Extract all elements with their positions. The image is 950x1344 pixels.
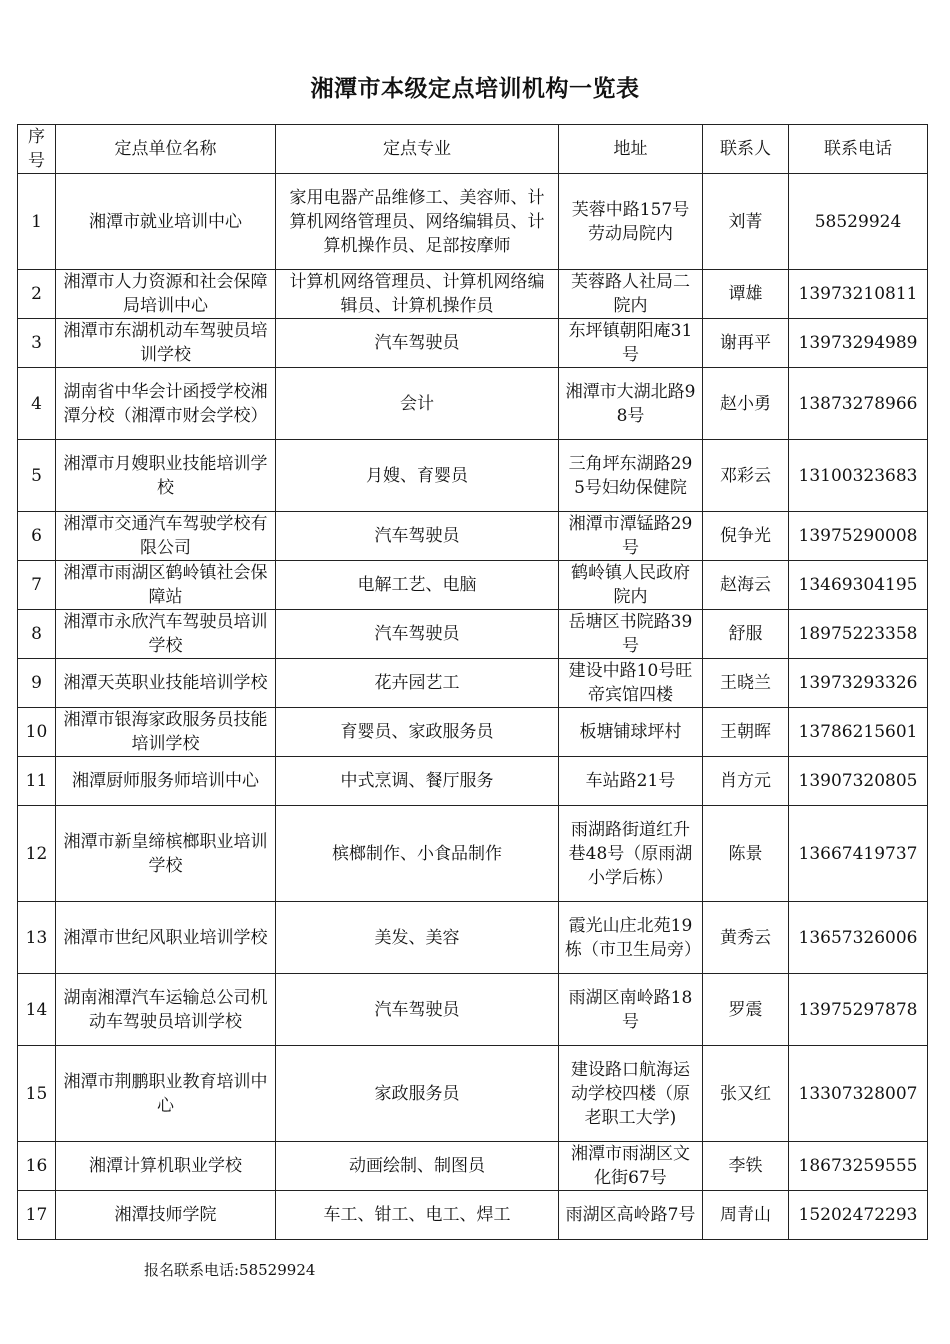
cell-unit-name: 湘潭市荆鹏职业教育培训中心 bbox=[56, 1046, 276, 1142]
cell-serial-no: 4 bbox=[18, 368, 56, 440]
cell-contact: 李铁 bbox=[703, 1142, 789, 1191]
table-row bbox=[18, 319, 928, 368]
cell-address: 建设路口航海运动学校四楼（原老职工大学) bbox=[559, 1046, 703, 1142]
table-row bbox=[18, 1142, 928, 1191]
cell-unit-name: 湘潭技师学院 bbox=[56, 1191, 276, 1240]
cell-unit-name: 湖南湘潭汽车运输总公司机动车驾驶员培训学校 bbox=[56, 974, 276, 1046]
cell-unit-name: 湘潭市银海家政服务员技能培训学校 bbox=[56, 708, 276, 757]
training-institutions-table bbox=[17, 124, 928, 1240]
cell-address: 雨湖区南岭路18号 bbox=[559, 974, 703, 1046]
cell-serial-no: 6 bbox=[18, 512, 56, 561]
header-phone: 联系电话 bbox=[789, 125, 928, 174]
cell-unit-name: 湘潭厨师服务师培训中心 bbox=[56, 757, 276, 806]
cell-address: 芙蓉路人社局二院内 bbox=[559, 270, 703, 319]
cell-unit-name: 湘潭市东湖机动车驾驶员培训学校 bbox=[56, 319, 276, 368]
cell-contact: 周青山 bbox=[703, 1191, 789, 1240]
cell-unit-name: 湘潭市人力资源和社会保障局培训中心 bbox=[56, 270, 276, 319]
cell-serial-no: 9 bbox=[18, 659, 56, 708]
cell-address: 东坪镇朝阳庵31号 bbox=[559, 319, 703, 368]
table-row bbox=[18, 659, 928, 708]
cell-major: 汽车驾驶员 bbox=[276, 974, 559, 1046]
cell-address: 建设中路10号旺帝宾馆四楼 bbox=[559, 659, 703, 708]
header-contact: 联系人 bbox=[703, 125, 789, 174]
table-row bbox=[18, 757, 928, 806]
cell-major: 车工、钳工、电工、焊工 bbox=[276, 1191, 559, 1240]
cell-phone: 15202472293 bbox=[789, 1191, 928, 1240]
table-row bbox=[18, 174, 928, 270]
cell-major: 槟榔制作、小食品制作 bbox=[276, 806, 559, 902]
cell-serial-no: 17 bbox=[18, 1191, 56, 1240]
cell-contact: 谢再平 bbox=[703, 319, 789, 368]
cell-phone: 18975223358 bbox=[789, 610, 928, 659]
cell-address: 芙蓉中路157号劳动局院内 bbox=[559, 174, 703, 270]
cell-serial-no: 1 bbox=[18, 174, 56, 270]
cell-major: 汽车驾驶员 bbox=[276, 512, 559, 561]
table-row bbox=[18, 974, 928, 1046]
header-unit-name: 定点单位名称 bbox=[56, 125, 276, 174]
cell-address: 湘潭市雨湖区文化街67号 bbox=[559, 1142, 703, 1191]
cell-major: 月嫂、育婴员 bbox=[276, 440, 559, 512]
table-row bbox=[18, 902, 928, 974]
table-row bbox=[18, 440, 928, 512]
header-address: 地址 bbox=[559, 125, 703, 174]
cell-major: 会计 bbox=[276, 368, 559, 440]
cell-major: 汽车驾驶员 bbox=[276, 610, 559, 659]
cell-address: 车站路21号 bbox=[559, 757, 703, 806]
header-serial-no: 序号 bbox=[18, 125, 56, 174]
table-row bbox=[18, 561, 928, 610]
cell-unit-name: 湘潭市永欣汽车驾驶员培训学校 bbox=[56, 610, 276, 659]
cell-contact: 王朝晖 bbox=[703, 708, 789, 757]
cell-major: 中式烹调、餐厅服务 bbox=[276, 757, 559, 806]
cell-phone: 13873278966 bbox=[789, 368, 928, 440]
cell-major: 育婴员、家政服务员 bbox=[276, 708, 559, 757]
cell-phone: 13975297878 bbox=[789, 974, 928, 1046]
cell-major: 汽车驾驶员 bbox=[276, 319, 559, 368]
cell-phone: 58529924 bbox=[789, 174, 928, 270]
cell-contact: 王晓兰 bbox=[703, 659, 789, 708]
footer-registration-phone: 报名联系电话:58529924 bbox=[144, 1261, 316, 1279]
cell-unit-name: 湘潭市就业培训中心 bbox=[56, 174, 276, 270]
cell-phone: 13973294989 bbox=[789, 319, 928, 368]
cell-address: 湘潭市大湖北路98号 bbox=[559, 368, 703, 440]
cell-unit-name: 湘潭市交通汽车驾驶学校有限公司 bbox=[56, 512, 276, 561]
cell-unit-name: 湘潭市雨湖区鹤岭镇社会保障站 bbox=[56, 561, 276, 610]
cell-address: 雨湖路街道红升巷48号（原雨湖小学后栋） bbox=[559, 806, 703, 902]
table-row bbox=[18, 610, 928, 659]
table-row bbox=[18, 368, 928, 440]
cell-contact: 舒服 bbox=[703, 610, 789, 659]
cell-phone: 13307328007 bbox=[789, 1046, 928, 1142]
cell-unit-name: 湘潭天英职业技能培训学校 bbox=[56, 659, 276, 708]
cell-phone: 13973210811 bbox=[789, 270, 928, 319]
cell-unit-name: 湘潭市世纪风职业培训学校 bbox=[56, 902, 276, 974]
cell-serial-no: 7 bbox=[18, 561, 56, 610]
cell-phone: 13786215601 bbox=[789, 708, 928, 757]
cell-serial-no: 2 bbox=[18, 270, 56, 319]
cell-unit-name: 湖南省中华会计函授学校湘潭分校（湘潭市财会学校） bbox=[56, 368, 276, 440]
cell-contact: 谭雄 bbox=[703, 270, 789, 319]
cell-contact: 刘菁 bbox=[703, 174, 789, 270]
cell-contact: 赵小勇 bbox=[703, 368, 789, 440]
cell-unit-name: 湘潭市月嫂职业技能培训学校 bbox=[56, 440, 276, 512]
cell-phone: 13667419737 bbox=[789, 806, 928, 902]
cell-unit-name: 湘潭计算机职业学校 bbox=[56, 1142, 276, 1191]
table-row bbox=[18, 270, 928, 319]
cell-major: 花卉园艺工 bbox=[276, 659, 559, 708]
cell-serial-no: 16 bbox=[18, 1142, 56, 1191]
table-row bbox=[18, 1046, 928, 1142]
cell-phone: 13973293326 bbox=[789, 659, 928, 708]
cell-phone: 13907320805 bbox=[789, 757, 928, 806]
page-title: 湘潭市本级定点培训机构一览表 bbox=[310, 76, 640, 102]
table-row bbox=[18, 806, 928, 902]
cell-phone: 13100323683 bbox=[789, 440, 928, 512]
cell-serial-no: 3 bbox=[18, 319, 56, 368]
cell-phone: 13469304195 bbox=[789, 561, 928, 610]
cell-contact: 赵海云 bbox=[703, 561, 789, 610]
cell-major: 动画绘制、制图员 bbox=[276, 1142, 559, 1191]
cell-address: 板塘铺球坪村 bbox=[559, 708, 703, 757]
header-major: 定点专业 bbox=[276, 125, 559, 174]
cell-contact: 黄秀云 bbox=[703, 902, 789, 974]
cell-address: 鹤岭镇人民政府院内 bbox=[559, 561, 703, 610]
cell-serial-no: 14 bbox=[18, 974, 56, 1046]
cell-serial-no: 15 bbox=[18, 1046, 56, 1142]
cell-contact: 邓彩云 bbox=[703, 440, 789, 512]
cell-contact: 罗震 bbox=[703, 974, 789, 1046]
cell-contact: 倪争光 bbox=[703, 512, 789, 561]
cell-unit-name: 湘潭市新皇缔槟榔职业培训学校 bbox=[56, 806, 276, 902]
cell-address: 岳塘区书院路39号 bbox=[559, 610, 703, 659]
cell-serial-no: 8 bbox=[18, 610, 56, 659]
cell-serial-no: 11 bbox=[18, 757, 56, 806]
cell-address: 湘潭市潭锰路29号 bbox=[559, 512, 703, 561]
cell-serial-no: 10 bbox=[18, 708, 56, 757]
cell-address: 霞光山庄北苑19栋（市卫生局旁） bbox=[559, 902, 703, 974]
cell-address: 雨湖区高岭路7号 bbox=[559, 1191, 703, 1240]
cell-major: 美发、美容 bbox=[276, 902, 559, 974]
cell-address: 三角坪东湖路295号妇幼保健院 bbox=[559, 440, 703, 512]
cell-phone: 13975290008 bbox=[789, 512, 928, 561]
table-row bbox=[18, 708, 928, 757]
cell-major: 电解工艺、电脑 bbox=[276, 561, 559, 610]
cell-major: 家政服务员 bbox=[276, 1046, 559, 1142]
cell-contact: 肖方元 bbox=[703, 757, 789, 806]
cell-major: 计算机网络管理员、计算机网络编辑员、计算机操作员 bbox=[276, 270, 559, 319]
cell-contact: 陈景 bbox=[703, 806, 789, 902]
cell-contact: 张又红 bbox=[703, 1046, 789, 1142]
table-header-row bbox=[18, 125, 928, 174]
cell-major: 家用电器产品维修工、美容师、计算机网络管理员、网络编辑员、计算机操作员、足部按摩师 bbox=[276, 174, 559, 270]
cell-phone: 18673259555 bbox=[789, 1142, 928, 1191]
cell-phone: 13657326006 bbox=[789, 902, 928, 974]
table-row bbox=[18, 1191, 928, 1240]
cell-serial-no: 12 bbox=[18, 806, 56, 902]
cell-serial-no: 13 bbox=[18, 902, 56, 974]
cell-serial-no: 5 bbox=[18, 440, 56, 512]
table-row bbox=[18, 512, 928, 561]
